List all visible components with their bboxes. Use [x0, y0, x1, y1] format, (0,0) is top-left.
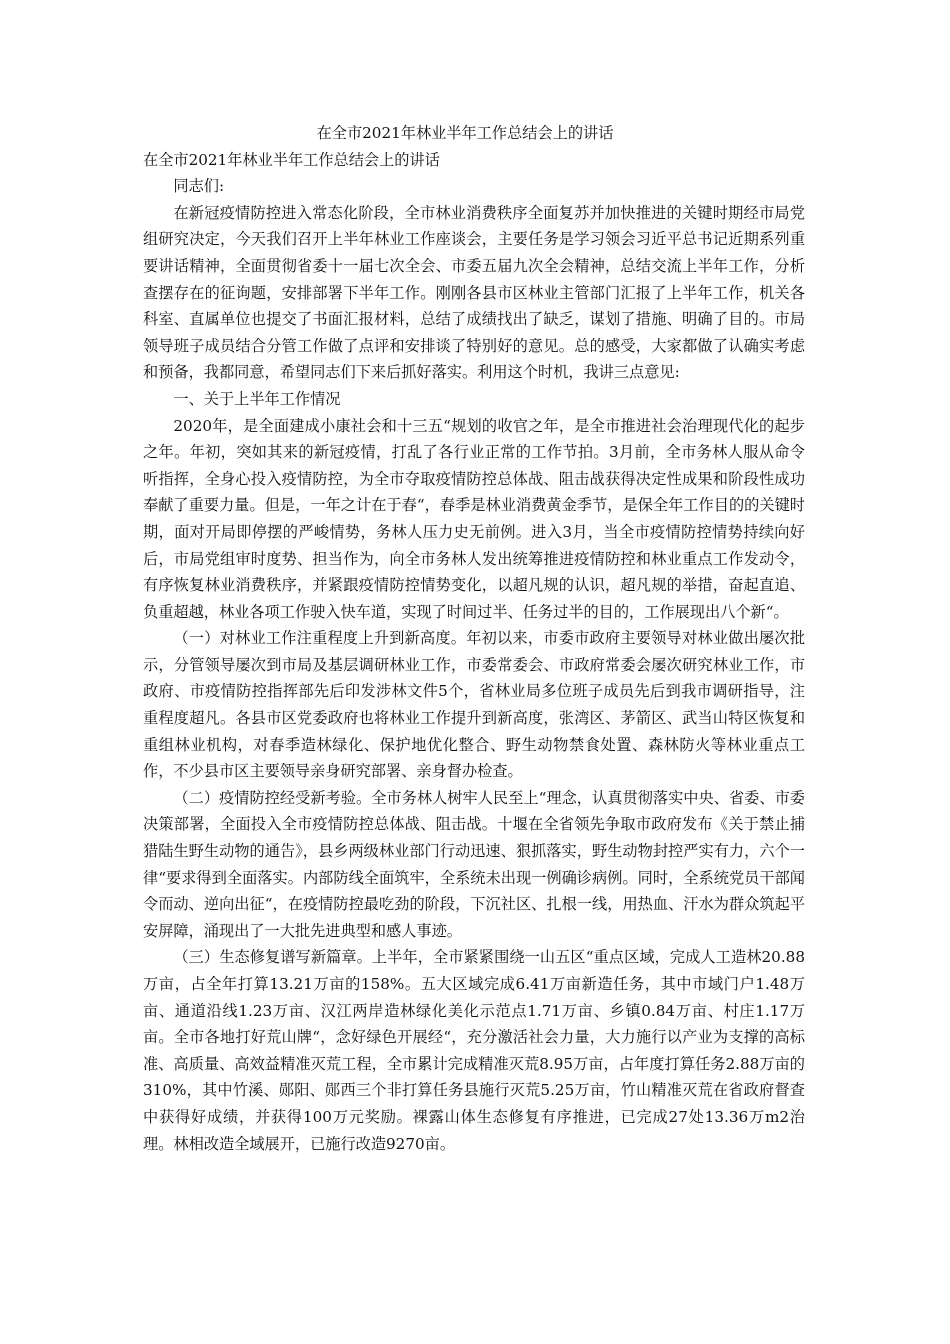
- body-paragraph-point-1: （一）对林业工作注重程度上升到新高度。年初以来，市委市政府主要领导对林业做出屡次批示，分管领导屡次到市局及基层调研林业工作，市委常委会、市政府常委会屡次研究林业工作，市政府、市疫情防控指挥部先后印发涉林文件5个，省林业局多位班子成员先后到我市调研指导，注重程度超凡。各县市区党委政府也将林业工作提升到新高度，张湾区、茅箭区、武当山特区恢复和重组林业机构，对春季造林绿化、保护地优化整合、野生动物禁食处置、森林防火等林业重点工作，不少县市区主要领导亲身研究部署、亲身督办检查。: [143, 629, 805, 781]
- body-paragraph-point-3: （三）生态修复谱写新篇章。上半年，全市紧紧围绕一山五区“重点区域，完成人工造林20.88万亩，占全年打算13.21万亩的158%。五大区域完成6.41万亩新造任务，其中市域门户1.48万亩、通道沿线1.23万亩、汉江两岸造林绿化美化示范点1.71万亩、乡镇0.84万亩、村庄1.17万亩。全市各地打好荒山牌“，念好绿色开展经“，充分激活社会力量，大力施行以产业为支撑的高标准、高质量、高效益精准灭荒工程，全市累计完成精准灭荒8.95万亩，占年度打算任务2.88万亩的310%，其中竹溪、郧阳、郧西三个非打算任务县施行灭荒5.25万亩，竹山精准灭荒在省政府督查中获得好成绩，并获得100万元奖励。裸露山体生态修复有序推进，已完成27处13.36万m2治理。林相改造全域展开，已施行改造9270亩。: [143, 948, 805, 1153]
- section-heading-1: 一、关于上半年工作情况: [173, 389, 341, 408]
- body-paragraph-point-2: （二）疫情防控经受新考验。全市务林人树牢人民至上“理念，认真贯彻落实中央、省委、市委决策部署，全面投入全市疫情防控总体战、阻击战。十堰在全省领先争取市政府发布《关于禁止捕猎陆生野生动物的通告》，县乡两级林业部门行动迅速、狠抓落实，野生动物封控严实有力，六个一律“要求得到全面落实。内部防线全面筑牢，全系统未出现一例确诊病例。同时，全系统党员干部闻令而动、逆向出征“，在疫情防控最吃劲的阶段，下沉社区、扎根一线，用热血、汗水为群众筑起平安屏障，涌现出了一大批先进典型和感人事迹。: [143, 788, 805, 940]
- body-paragraph-intro: 在新冠疫情防控进入常态化阶段，全市林业消费秩序全面复苏并加快推进的关键时期经市局党组研究决定，今天我们召开上半年林业工作座谈会，主要任务是学习领会习近平总书记近期系列重要讲话精神，全面贯彻省委十一届七次全会、市委五届九次全会精神，总结交流上半年工作，分析查摆存在的征询题，安排部署下半年工作。刚刚各县市区林业主管部门汇报了上半年工作，机关各科室、直属单位也提交了书面汇报材料，总结了成绩找出了缺乏，谋划了措施、明确了目的。市局领导班子成员结合分管工作做了点评和安排谈了特别好的意见。总的感受，大家都做了认确实考虑和预备，我都同意，希望同志们下来后抓好落实。利用这个时机，我讲三点意见:: [143, 203, 805, 382]
- document-page: [143, 120, 805, 1157]
- document-title-repeated: 在全市2021年林业半年工作总结会上的讲话: [143, 150, 440, 169]
- salutation: 同志们:: [173, 177, 225, 196]
- document-title-centered: 在全市2021年林业半年工作总结会上的讲话: [316, 124, 614, 142]
- body-paragraph-overview: 2020年，是全面建成小康社会和十三五“规划的收官之年，是全市推进社会治理现代化的起步之年。年初，突如其来的新冠疫情，打乱了各行业正常的工作节拍。3月前，全市务林人服从命令听指挥，全身心投入疫情防控，为全市夺取疫情防控总体战、阻击战获得决定性成果和阶段性成功奉献了重要力量。但是，一年之计在于春“，春季是林业消费黄金季节，是保全年工作目的的关键时期，面对开局即停摆的严峻情势，务林人压力史无前例。进入3月，当全市疫情防控情势持续向好后，市局党组审时度势、担当作为，向全市务林人发出统筹推进疫情防控和林业重点工作发动令，有序恢复林业消费秩序，并紧跟疫情防控情势变化，以超凡规的认识，超凡规的举措，奋起直追、负重超越，林业各项工作驶入快车道，实现了时间过半、任务过半的目的，工作展现出八个新“。: [143, 416, 805, 621]
